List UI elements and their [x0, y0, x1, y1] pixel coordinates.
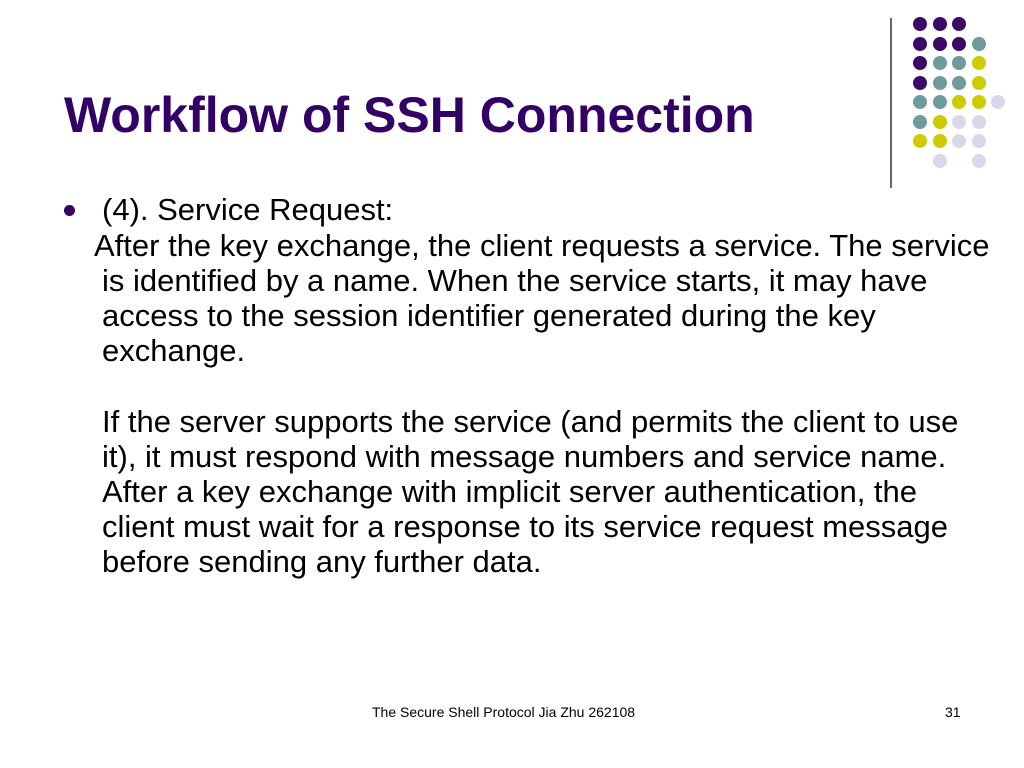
footer-text: The Secure Shell Protocol Jia Zhu 262108	[372, 704, 636, 720]
dot-purple	[933, 17, 947, 31]
dot-lavender	[952, 115, 966, 129]
dot-teal	[952, 76, 966, 90]
dot-yellow	[972, 95, 986, 109]
paragraph-2: If the server supports the service (and permits the client to use it), it must respond with message numbers and service name. After a key exchange with implicit server authentication, the client must wait for a response to its service request message before sending any further data.	[102, 404, 959, 579]
paragraph-1: After the key exchange, the client requests a service. The service is identified by a name. When the service starts, it may have access to the session identifier generated during the key exchange.	[94, 228, 990, 368]
dot-purple	[913, 76, 927, 90]
page-number: 31	[945, 704, 961, 720]
dot-purple	[913, 17, 927, 31]
dot-lavender	[952, 134, 966, 148]
dot-teal	[933, 95, 947, 109]
bullet-item	[64, 192, 994, 227]
dot-yellow	[933, 134, 947, 148]
dot-teal	[972, 37, 986, 51]
slide-content	[64, 192, 994, 579]
dot-lavender	[933, 154, 947, 168]
dot-teal	[933, 76, 947, 90]
bullet-heading: (4). Service Request:	[102, 192, 394, 227]
dot-lavender	[972, 134, 986, 148]
slide-title: Workflow of SSH Connection	[64, 87, 755, 143]
dot-teal	[952, 56, 966, 70]
dot-purple	[913, 37, 927, 51]
dot-purple	[952, 17, 966, 31]
dot-purple	[952, 37, 966, 51]
dot-teal	[913, 95, 927, 109]
dot-yellow	[952, 95, 966, 109]
dot-yellow	[972, 56, 986, 70]
dot-yellow	[913, 134, 927, 148]
dot-lavender	[991, 95, 1005, 109]
divider-line	[890, 18, 892, 188]
dot-lavender	[972, 115, 986, 129]
dot-yellow	[933, 115, 947, 129]
dot-purple	[933, 37, 947, 51]
bullet-icon	[64, 205, 75, 216]
dot-purple	[913, 56, 927, 70]
dot-teal	[933, 56, 947, 70]
dot-yellow	[972, 76, 986, 90]
dot-lavender	[972, 154, 986, 168]
dot-teal	[913, 115, 927, 129]
